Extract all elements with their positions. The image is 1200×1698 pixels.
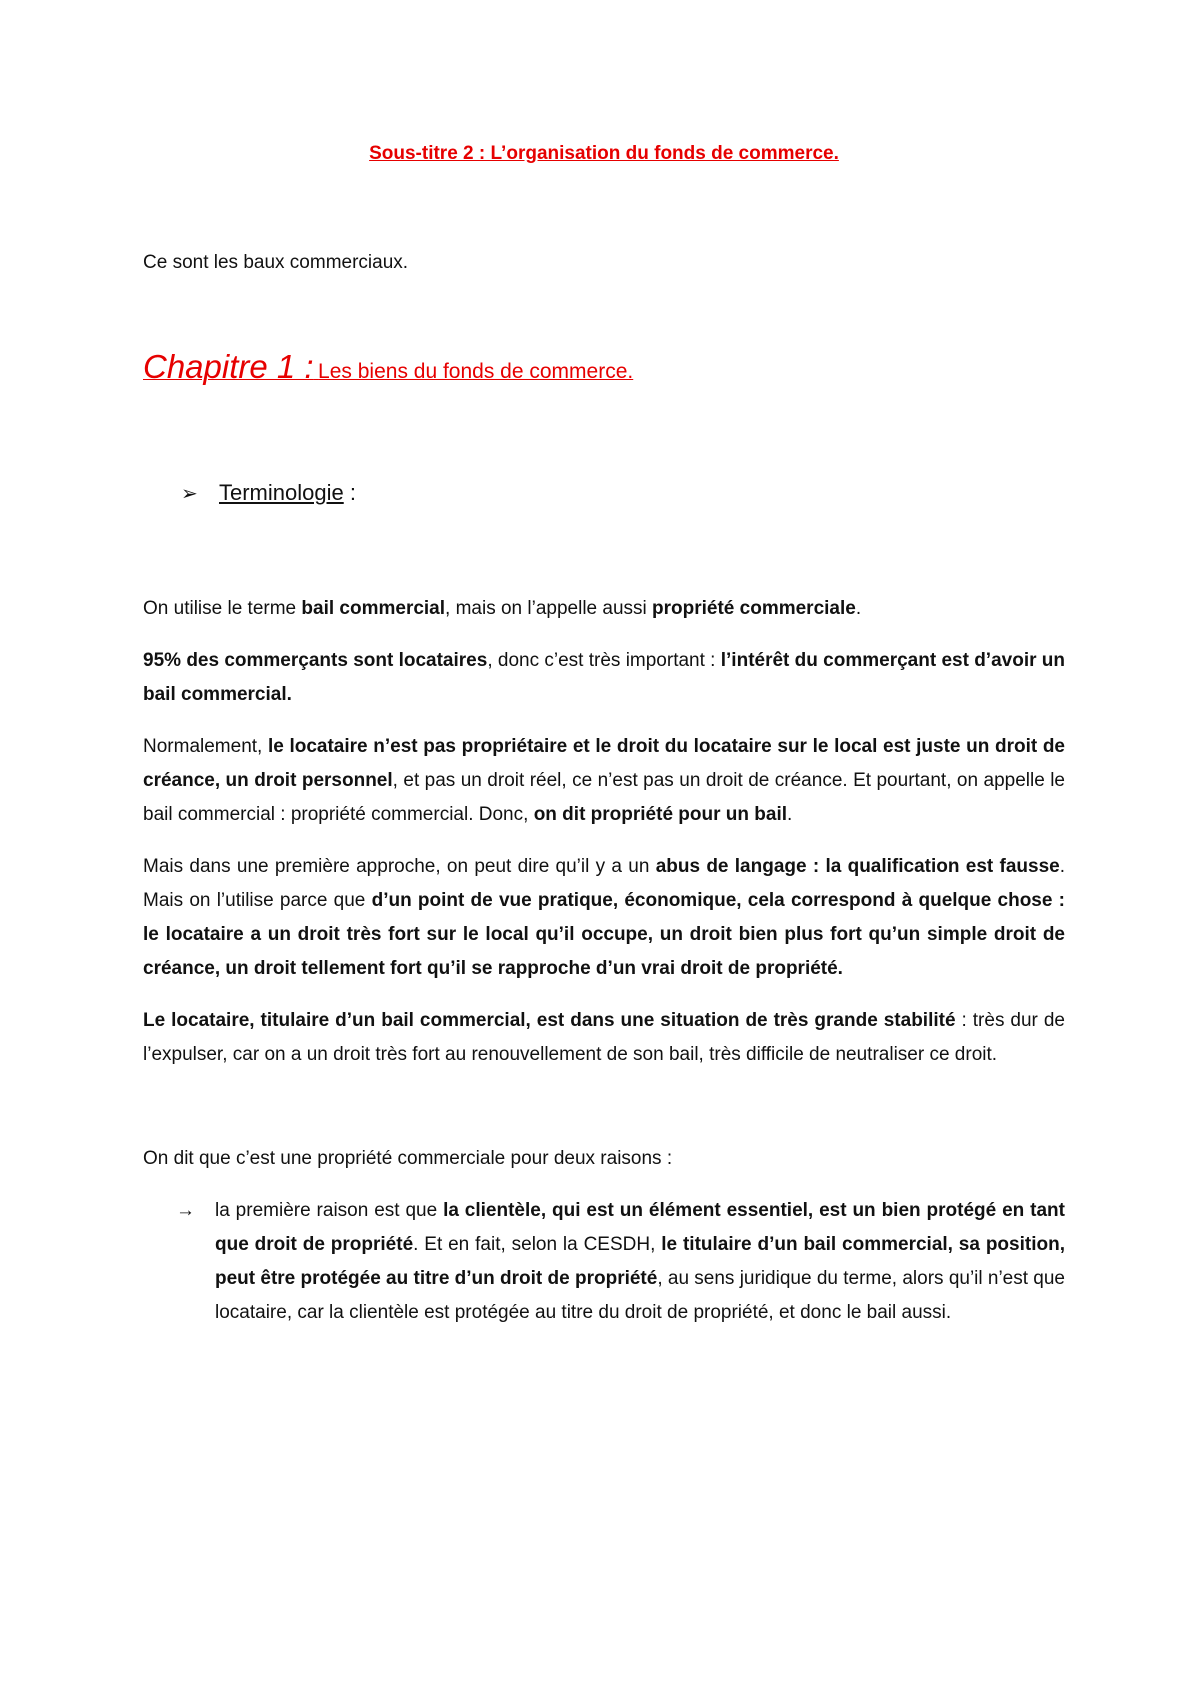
terminology-heading	[181, 480, 356, 506]
list-item-text: la première raison est que la clientèle, qui est un élément essentiel, est un bien protégé en tant que droit de propriété. Et en fait, selon la CESDH, le titulaire d’un bail commercial, sa position, peut être protégée au titre d’un droit de propriété, au sens juridique du terme, alors qu’il n’est que locataire, car la clientèle est protégée au titre du droit de propriété, et donc le bail aussi.	[215, 1200, 1066, 1323]
arrow-right-icon: →	[176, 1200, 195, 1221]
paragraph-5: Le locataire, titulaire d’un bail commercial, est dans une situation de très grande stabilité : très dur de l’expulser, car on a un droit très fort au renouvellement de son bail, très difficile de neutraliser ce droit.	[143, 1010, 1065, 1065]
paragraph-3: Normalement, le locataire n’est pas propriétaire et le droit du locataire sur le local est juste un droit de créance, un droit personnel, et pas un droit réel, ce n’est pas un droit de créance. Et pourtant, on appelle le bail commercial : propriété commercial. Donc, on dit propriété pour un bail.	[143, 736, 1066, 825]
paragraph-6: On dit que c’est une propriété commerciale pour deux raisons :	[143, 1148, 673, 1169]
intro-line: Ce sont les baux commerciaux.	[143, 252, 409, 273]
paragraph-4: Mais dans une première approche, on peut dire qu’il y a un abus de langage : la qualification est fausse. Mais on l’utilise parce que d’un point de vue pratique, économique, cela correspond à quelque chose : le locataire a un droit très fort sur le local qu’il occupe, un droit bien plus fort qu’un simple droit de créance, un droit tellement fort qu’il se rapproche d’un vrai droit de propriété.	[143, 856, 1065, 979]
list-item	[176, 1194, 1065, 1330]
arrow-bullet-icon: ➢	[181, 483, 198, 505]
paragraph-1: On utilise le terme bail commercial, mais on l’appelle aussi propriété commerciale.	[143, 598, 862, 619]
paragraph-2: 95% des commerçants sont locataires, donc c’est très important : l’intérêt du commerçant est d’avoir un bail commercial.	[143, 650, 1065, 705]
chapter-number: Chapitre 1 :	[143, 348, 314, 385]
subtitle-heading: Sous-titre 2 : L’organisation du fonds de commerce.	[369, 143, 839, 164]
terminology-label: Terminologie	[219, 480, 344, 505]
chapter-heading	[143, 348, 633, 386]
chapter-title: Les biens du fonds de commerce.	[318, 360, 634, 383]
body-text	[143, 592, 1065, 1330]
terminology-colon: :	[343, 480, 356, 505]
